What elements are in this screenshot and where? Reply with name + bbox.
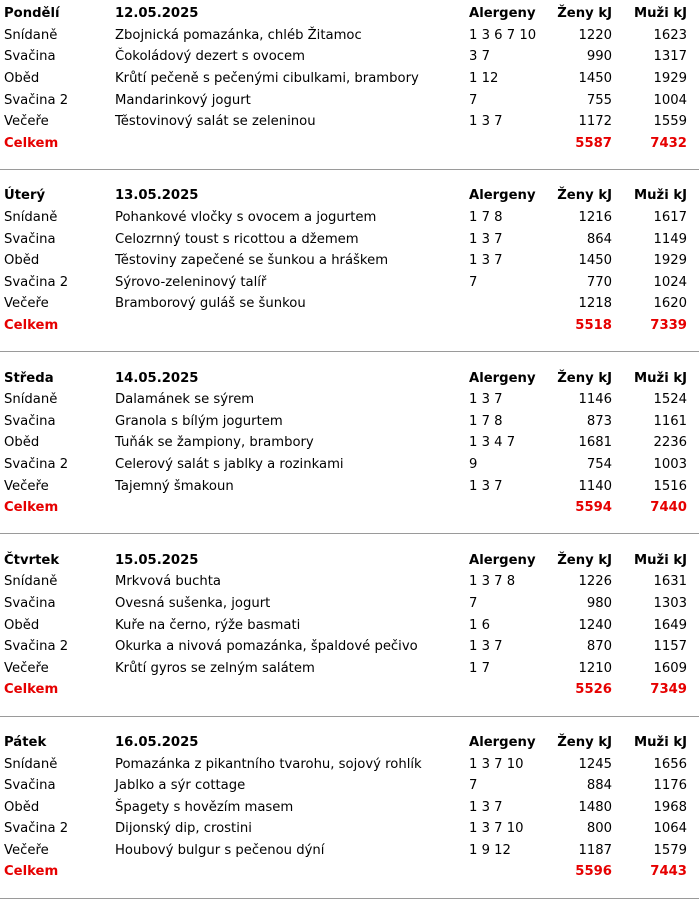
meal-allergens: 1 7 xyxy=(469,660,490,676)
meal-women-kj: 754 xyxy=(586,456,612,472)
day-date: 15.05.2025 xyxy=(115,552,199,568)
day-date: 14.05.2025 xyxy=(115,370,199,386)
meal-women-kj: 1226 xyxy=(578,574,612,590)
total-row xyxy=(0,315,699,337)
total-row xyxy=(0,497,699,519)
meal-type: Oběd xyxy=(4,253,40,269)
meal-name: Mrkvová buchta xyxy=(115,574,221,590)
meal-women-kj: 1450 xyxy=(578,253,612,269)
meal-type: Svačina 2 xyxy=(4,456,69,472)
meal-name: Bramborový guláš se šunkou xyxy=(115,296,306,312)
meal-name: Pohankové vločky s ovocem a jogurtem xyxy=(115,210,377,226)
day-section xyxy=(0,367,699,534)
meal-row xyxy=(0,796,699,818)
meal-type: Oběd xyxy=(4,617,40,633)
women-kj-header: Ženy kJ xyxy=(557,188,612,204)
meal-row xyxy=(0,250,699,272)
day-header-row xyxy=(0,549,699,571)
meal-name: Tajemný šmakoun xyxy=(115,478,234,494)
meal-allergens: 9 xyxy=(469,456,478,472)
meal-women-kj: 1216 xyxy=(578,210,612,226)
day-header-row xyxy=(0,367,699,389)
meal-type: Oběd xyxy=(4,435,40,451)
meal-row xyxy=(0,272,699,294)
meal-type: Snídaně xyxy=(4,756,58,772)
meal-men-kj: 1317 xyxy=(653,49,687,65)
meal-name: Jablko a sýr cottage xyxy=(115,778,246,794)
meal-men-kj: 1004 xyxy=(653,92,687,108)
allergens-header: Alergeny xyxy=(469,6,536,22)
meal-row xyxy=(0,775,699,797)
day-section xyxy=(0,732,699,899)
meal-name: Sýrovo-zeleninový talíř xyxy=(115,274,267,290)
meal-name: Těstoviny zapečené se šunkou a hráškem xyxy=(115,253,389,269)
meal-allergens: 1 3 4 7 xyxy=(469,435,516,451)
men-kj-header: Muži kJ xyxy=(634,6,687,22)
total-men-kj: 7432 xyxy=(650,135,687,151)
meal-name: Špagety s hovězím masem xyxy=(115,799,294,815)
meal-women-kj: 1681 xyxy=(578,435,612,451)
men-kj-header: Muži kJ xyxy=(634,370,687,386)
meal-women-kj: 1187 xyxy=(578,842,612,858)
meal-allergens: 1 3 7 8 xyxy=(469,574,516,590)
meal-type: Snídaně xyxy=(4,210,58,226)
meal-type: Večeře xyxy=(4,296,49,312)
day-name: Čtvrtek xyxy=(4,552,60,568)
meal-allergens: 1 3 7 xyxy=(469,799,503,815)
meal-men-kj: 1516 xyxy=(653,478,687,494)
meal-men-kj: 1559 xyxy=(653,114,687,130)
day-date: 13.05.2025 xyxy=(115,188,199,204)
meal-type: Oběd xyxy=(4,71,40,87)
meal-men-kj: 1929 xyxy=(653,253,687,269)
meal-men-kj: 1176 xyxy=(653,778,687,794)
meal-row xyxy=(0,475,699,497)
meal-row xyxy=(0,89,699,111)
total-women-kj: 5596 xyxy=(575,864,612,880)
day-name: Úterý xyxy=(4,188,46,204)
meal-men-kj: 2236 xyxy=(653,435,687,451)
meal-women-kj: 990 xyxy=(586,49,612,65)
meal-row xyxy=(0,636,699,658)
meal-allergens: 7 xyxy=(469,274,478,290)
meal-type: Snídaně xyxy=(4,392,58,408)
meal-men-kj: 1524 xyxy=(653,392,687,408)
meal-row xyxy=(0,432,699,454)
meal-allergens: 1 7 8 xyxy=(469,413,503,429)
meal-row xyxy=(0,411,699,433)
meal-men-kj: 1609 xyxy=(653,660,687,676)
meal-women-kj: 770 xyxy=(586,274,612,290)
meal-men-kj: 1617 xyxy=(653,210,687,226)
meal-type: Svačina 2 xyxy=(4,821,69,837)
day-section xyxy=(0,549,699,716)
meal-allergens: 1 3 7 xyxy=(469,392,503,408)
meal-row xyxy=(0,454,699,476)
meal-row xyxy=(0,657,699,679)
women-kj-header: Ženy kJ xyxy=(557,552,612,568)
meal-men-kj: 1149 xyxy=(653,231,687,247)
meal-women-kj: 980 xyxy=(586,595,612,611)
meal-women-kj: 873 xyxy=(586,413,612,429)
meal-women-kj: 884 xyxy=(586,778,612,794)
meal-type: Snídaně xyxy=(4,574,58,590)
meal-men-kj: 1631 xyxy=(653,574,687,590)
meal-name: Dijonský dip, crostini xyxy=(115,821,252,837)
meal-row xyxy=(0,46,699,68)
meal-men-kj: 1161 xyxy=(653,413,687,429)
men-kj-header: Muži kJ xyxy=(634,734,687,750)
meal-name: Pomazánka z pikantního tvarohu, sojový rohlík xyxy=(115,756,422,772)
meal-allergens: 1 12 xyxy=(469,71,499,87)
total-label: Celkem xyxy=(4,500,59,516)
total-women-kj: 5518 xyxy=(575,318,612,334)
meal-type: Svačina xyxy=(4,778,56,794)
meal-women-kj: 1146 xyxy=(578,392,612,408)
meal-men-kj: 1968 xyxy=(653,799,687,815)
meal-name: Těstovinový salát se zeleninou xyxy=(115,114,316,130)
total-men-kj: 7443 xyxy=(650,864,687,880)
meal-allergens: 1 3 7 10 xyxy=(469,821,524,837)
meal-row xyxy=(0,25,699,47)
meal-type: Svačina 2 xyxy=(4,274,69,290)
meal-type: Večeře xyxy=(4,660,49,676)
total-row xyxy=(0,679,699,701)
meal-allergens: 1 9 12 xyxy=(469,842,511,858)
meal-row xyxy=(0,228,699,250)
meal-women-kj: 1172 xyxy=(578,114,612,130)
allergens-header: Alergeny xyxy=(469,734,536,750)
meal-women-kj: 870 xyxy=(586,639,612,655)
day-name: Středa xyxy=(4,370,54,386)
meal-allergens: 1 3 7 10 xyxy=(469,756,524,772)
total-label: Celkem xyxy=(4,864,59,880)
meal-name: Granola s bílým jogurtem xyxy=(115,413,283,429)
allergens-header: Alergeny xyxy=(469,370,536,386)
meal-name: Tuňák se žampiony, brambory xyxy=(115,435,314,451)
meal-women-kj: 1140 xyxy=(578,478,612,494)
meal-women-kj: 755 xyxy=(586,92,612,108)
total-men-kj: 7349 xyxy=(650,682,687,698)
meal-row xyxy=(0,593,699,615)
day-name: Pátek xyxy=(4,734,47,750)
meal-allergens: 1 3 7 xyxy=(469,253,503,269)
meal-men-kj: 1620 xyxy=(653,296,687,312)
meal-women-kj: 1450 xyxy=(578,71,612,87)
meal-allergens: 3 7 xyxy=(469,49,490,65)
total-women-kj: 5526 xyxy=(575,682,612,698)
meal-men-kj: 1024 xyxy=(653,274,687,290)
meal-women-kj: 1245 xyxy=(578,756,612,772)
meal-name: Dalamánek se sýrem xyxy=(115,392,255,408)
day-date: 12.05.2025 xyxy=(115,6,199,22)
total-label: Celkem xyxy=(4,135,59,151)
total-row xyxy=(0,133,699,155)
meal-allergens: 1 6 xyxy=(469,617,490,633)
meal-men-kj: 1064 xyxy=(653,821,687,837)
total-men-kj: 7440 xyxy=(650,500,687,516)
meal-men-kj: 1929 xyxy=(653,71,687,87)
meal-name: Houbový bulgur s pečenou dýní xyxy=(115,842,325,858)
meal-men-kj: 1003 xyxy=(653,456,687,472)
women-kj-header: Ženy kJ xyxy=(557,6,612,22)
meal-men-kj: 1656 xyxy=(653,756,687,772)
women-kj-header: Ženy kJ xyxy=(557,370,612,386)
meal-name: Čokoládový dezert s ovocem xyxy=(115,49,306,65)
women-kj-header: Ženy kJ xyxy=(557,734,612,750)
day-header-row xyxy=(0,732,699,754)
meal-men-kj: 1649 xyxy=(653,617,687,633)
meal-allergens: 1 7 8 xyxy=(469,210,503,226)
meal-row xyxy=(0,840,699,862)
day-section xyxy=(0,3,699,170)
meal-women-kj: 1240 xyxy=(578,617,612,633)
meal-allergens: 7 xyxy=(469,778,478,794)
meal-type: Svačina 2 xyxy=(4,92,69,108)
total-row xyxy=(0,861,699,883)
meal-allergens: 1 3 7 xyxy=(469,478,503,494)
men-kj-header: Muži kJ xyxy=(634,188,687,204)
meal-type: Svačina xyxy=(4,413,56,429)
meal-women-kj: 1218 xyxy=(578,296,612,312)
total-label: Celkem xyxy=(4,682,59,698)
meal-row xyxy=(0,293,699,315)
meal-name: Krůtí gyros se zelným salátem xyxy=(115,660,315,676)
meal-row xyxy=(0,389,699,411)
meal-men-kj: 1303 xyxy=(653,595,687,611)
meal-row xyxy=(0,111,699,133)
meal-type: Večeře xyxy=(4,842,49,858)
meal-row xyxy=(0,614,699,636)
meal-type: Snídaně xyxy=(4,27,58,43)
day-header-row xyxy=(0,3,699,25)
meal-type: Večeře xyxy=(4,114,49,130)
meal-allergens: 1 3 6 7 10 xyxy=(469,27,537,43)
meal-women-kj: 1220 xyxy=(578,27,612,43)
meal-allergens: 1 3 7 xyxy=(469,114,503,130)
total-label: Celkem xyxy=(4,318,59,334)
meal-type: Svačina xyxy=(4,231,56,247)
allergens-header: Alergeny xyxy=(469,552,536,568)
meal-type: Svačina 2 xyxy=(4,639,69,655)
day-header-row xyxy=(0,185,699,207)
meal-allergens: 1 3 7 xyxy=(469,639,503,655)
meal-name: Mandarinkový jogurt xyxy=(115,92,251,108)
total-women-kj: 5594 xyxy=(575,500,612,516)
meal-men-kj: 1157 xyxy=(653,639,687,655)
meal-type: Večeře xyxy=(4,478,49,494)
meal-allergens: 1 3 7 xyxy=(469,231,503,247)
men-kj-header: Muži kJ xyxy=(634,552,687,568)
meal-name: Celozrnný toust s ricottou a džemem xyxy=(115,231,359,247)
meal-women-kj: 1480 xyxy=(578,799,612,815)
meal-row xyxy=(0,753,699,775)
allergens-header: Alergeny xyxy=(469,188,536,204)
meal-men-kj: 1623 xyxy=(653,27,687,43)
total-women-kj: 5587 xyxy=(575,135,612,151)
meal-name: Okurka a nivová pomazánka, špaldové pečivo xyxy=(115,639,418,655)
meal-name: Celerový salát s jablky a rozinkami xyxy=(115,456,344,472)
meal-row xyxy=(0,818,699,840)
meal-type: Svačina xyxy=(4,49,56,65)
meal-name: Kuře na černo, rýže basmati xyxy=(115,617,301,633)
meal-row xyxy=(0,207,699,229)
meal-name: Zbojnická pomazánka, chléb Žitamoc xyxy=(115,27,362,43)
day-name: Pondělí xyxy=(4,6,60,22)
meal-type: Oběd xyxy=(4,799,40,815)
meal-men-kj: 1579 xyxy=(653,842,687,858)
total-men-kj: 7339 xyxy=(650,318,687,334)
day-date: 16.05.2025 xyxy=(115,734,199,750)
meal-type: Svačina xyxy=(4,595,56,611)
meal-women-kj: 864 xyxy=(586,231,612,247)
meal-row xyxy=(0,68,699,90)
day-section xyxy=(0,185,699,352)
meal-women-kj: 800 xyxy=(586,821,612,837)
meal-women-kj: 1210 xyxy=(578,660,612,676)
meal-name: Ovesná sušenka, jogurt xyxy=(115,595,271,611)
meal-row xyxy=(0,571,699,593)
meal-allergens: 7 xyxy=(469,595,478,611)
meal-allergens: 7 xyxy=(469,92,478,108)
meal-name: Krůtí pečeně s pečenými cibulkami, brambory xyxy=(115,71,419,87)
